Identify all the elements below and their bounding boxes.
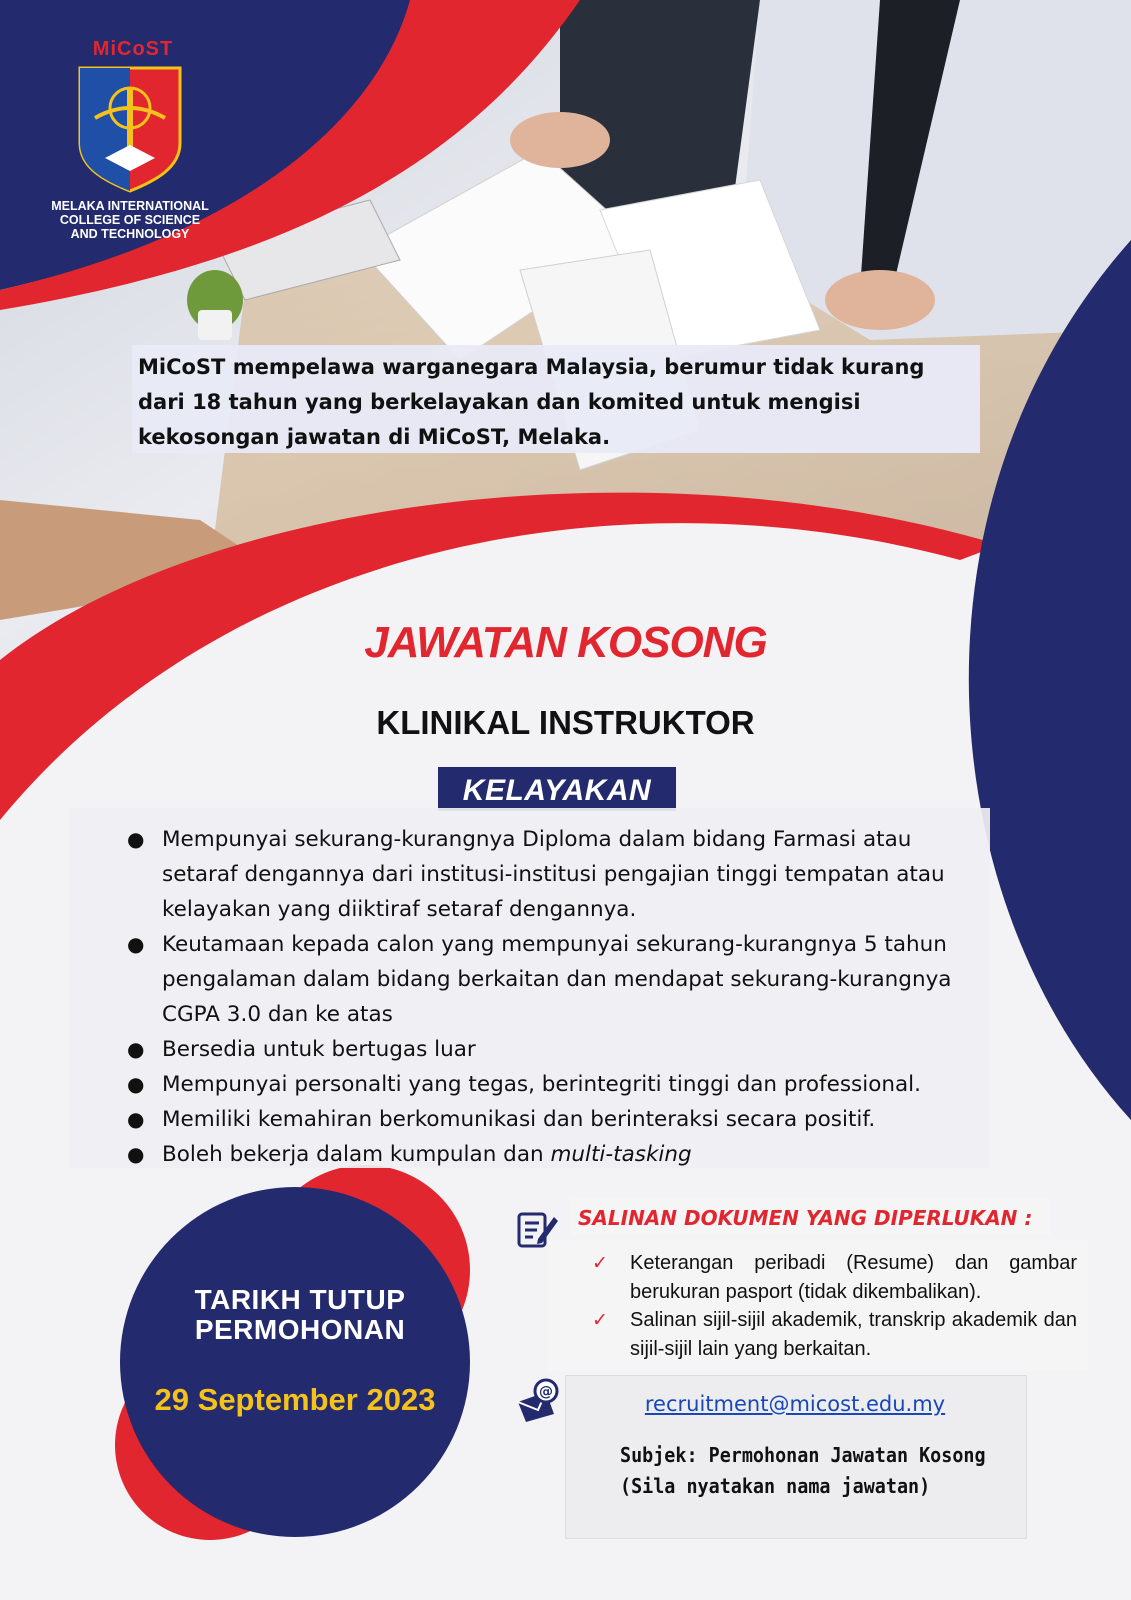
email-at-icon [516, 1378, 562, 1422]
intro-text: MiCoST mempelawa warganegara Malaysia, berumur tidak kurang dari 18 tahun yang berkelayakan dan komited untuk mengisi kekosongan jawatan di MiCoST, Melaka. [132, 345, 980, 453]
deadline-title [130, 1285, 470, 1345]
list-item [90, 822, 990, 927]
list-item-text: Mempunyai personalti yang tegas, berintegriti tinggi dan professional. [162, 1072, 921, 1097]
bullet-icon: ● [127, 1037, 145, 1061]
list-item [90, 1032, 990, 1067]
list-item [90, 1067, 990, 1102]
email-subject-instructions [620, 1440, 986, 1502]
deadline-title-line: PERMOHONAN [194, 1314, 406, 1345]
bullet-icon: ● [127, 827, 145, 851]
document-item [592, 1249, 1077, 1307]
checkmark-icon: ✓ [592, 1253, 608, 1274]
list-item-text: Mempunyai sekurang-kurangnya Diploma dalam bidang Farmasi atau setaraf dengannya dari institusi-institusi pengajian tinggi tempatan atau kelayakan yang diiktiraf setaraf dengannya. [162, 827, 945, 922]
position-title: KLINIKAL INSTRUKTOR [376, 704, 755, 741]
bullet-icon: ● [127, 1142, 145, 1166]
logo-caption-line: AND TECHNOLOGY [70, 227, 190, 241]
email-subject-note: (Sila nyatakan nama jawatan) [620, 1474, 931, 1498]
document-item-text: Keterangan peribadi (Resume) dan gambar berukuran pasport (tidak dikembalikan). [630, 1252, 1077, 1303]
document-item [592, 1306, 1077, 1364]
list-item [90, 1137, 990, 1172]
micost-logo [40, 38, 220, 241]
list-item-text: Bersedia untuk bertugas luar [162, 1037, 476, 1062]
qualifications-label: KELAYAKAN [438, 767, 676, 811]
qualifications-list [90, 822, 990, 1172]
logo-shield-icon [75, 63, 185, 193]
bullet-icon: ● [127, 932, 145, 956]
list-item [90, 1102, 990, 1137]
list-item-text: Keutamaan kepada calon yang mempunyai sekurang-kurangnya 5 tahun pengalaman dalam bidang berkaitan dan mendapat sekurang-kurangnya CGPA 3.0 dan ke atas [162, 932, 952, 1027]
checkmark-icon: ✓ [592, 1310, 608, 1331]
list-item-text-prefix: Boleh bekerja dalam kumpulan dan [162, 1142, 551, 1167]
logo-caption [40, 199, 220, 241]
email-subject-line: Subjek: Permohonan Jawatan Kosong [620, 1443, 986, 1467]
logo-wordmark: MiCoST [92, 38, 174, 60]
list-item-text: Memiliki kemahiran berkomunikasi dan berinteraksi secara positif. [162, 1107, 876, 1132]
deadline-title-line: TARIKH TUTUP [194, 1284, 406, 1315]
list-item-text-italic: multi-tasking [550, 1142, 692, 1167]
svg-text:@: @ [539, 1384, 553, 1400]
documents-title: SALINAN DOKUMEN YANG DIPERLUKAN : [578, 1206, 1033, 1230]
email-link[interactable]: recruitment@micost.edu.my [644, 1392, 946, 1416]
document-item-text: Salinan sijil-sijil akademik, transkrip akademik dan sijil-sijil lain yang berkaitan. [630, 1309, 1077, 1360]
list-item [90, 927, 990, 1032]
deadline-date: 29 September 2023 [154, 1382, 436, 1417]
logo-caption-line: COLLEGE OF SCIENCE [59, 213, 201, 227]
bullet-icon: ● [127, 1072, 145, 1096]
page-title: JAWATAN KOSONG [364, 618, 767, 667]
bullet-icon: ● [127, 1107, 145, 1131]
logo-caption-line: MELAKA INTERNATIONAL [51, 199, 209, 213]
